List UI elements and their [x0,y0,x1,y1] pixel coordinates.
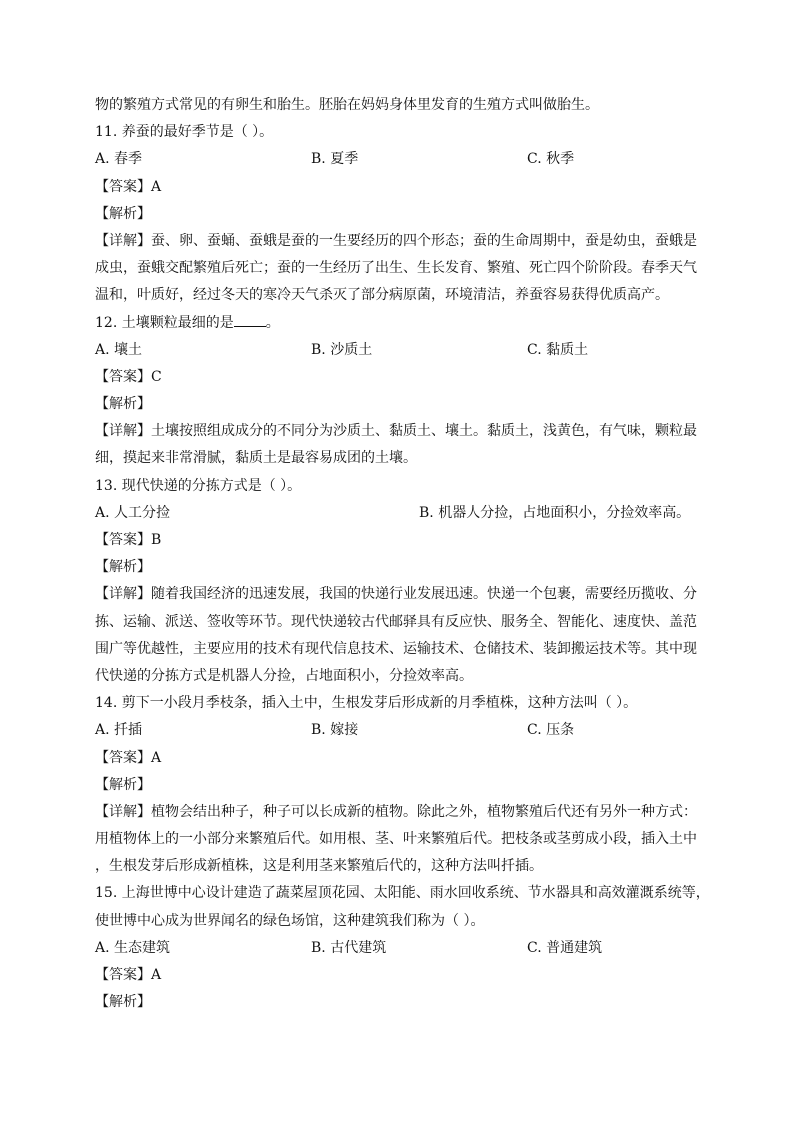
question-11-options [95,146,705,173]
question-13-detail-line: 代快递的分拣方式是机器人分捡，占地面积小，分捡效率高。 [95,667,473,684]
option-a: A. 壤土 [95,341,143,358]
question-11-detail-line: 温和，叶质好，经过冬天的寒冷天气杀灭了部分病原菌，环境清洁，养蚕容易获得优质高产。 [95,287,669,304]
option-c: C. 秋季 [527,151,575,168]
question-15-stem: 15. 上海世博中心设计建造了蔬菜屋顶花园、太阳能、雨水回收系统、节水器具和高效灌溉系统等， [95,885,710,902]
question-11-stem: 11. 养蚕的最好季节是（ ）。 [95,124,274,141]
option-a: A. 人工分捡 [95,504,171,521]
question-13-options [95,500,705,527]
option-a: A. 扦插 [95,722,143,739]
option-c: C. 普通建筑 [527,939,603,956]
question-14-analysis-label: 【解析】 [95,776,151,793]
detail-label: 【详解】 [95,232,151,249]
question-14-detail-line: ，生根发芽后形成新植株，这是利用茎来繁殖后代的，这种方法叫扦插。 [95,858,543,875]
answer-value: B [151,532,162,548]
question-15-answer [95,962,705,989]
question-15-options [95,935,705,962]
question-14-options [95,717,705,744]
option-a: A. 春季 [95,151,143,168]
detail-label: 【详解】 [95,803,151,820]
detail-text: 随着我国经济的迅速发展，我国的快递行业发展迅速。快递一个包裹，需要经历揽收、分 [151,586,697,603]
question-13-stem: 13. 现代快递的分拣方式是（ ）。 [95,477,302,494]
option-b: B. 古代建筑 [311,939,387,956]
option-b: B. 沙质土 [311,341,373,358]
detail-text: 蚕、卵、蚕蛹、蚕蛾是蚕的一生要经历的四个形态；蚕的生命周期中，蚕是幼虫，蚕蛾是 [151,232,697,249]
detail-label: 【详解】 [95,586,151,603]
detail-text: 植物会结出种子，种子可以长成新的植物。除此之外，植物繁殖后代还有另外一种方式： [151,803,697,820]
question-11-answer [95,174,705,201]
question-14-stem: 14. 剪下一小段月季枝条，插入土中，生根发芽后形成新的月季植株，这种方法叫（ ）。 [95,695,638,712]
question-14-detail-line [95,799,705,826]
answer-value: A [151,749,162,766]
question-12-stem [95,310,705,337]
document-page [95,92,710,1016]
question-11-analysis-label: 【解析】 [95,205,151,222]
answer-label: 【答案】 [95,368,151,385]
question-13-detail-line: 围广等优越性，主要应用的技术有现代信息技术、运输技术、仓储技术、装卸搬运技术等。其中现 [95,640,697,657]
question-12-analysis-label: 【解析】 [95,396,151,413]
stem-text: 12. 土壤颗粒最细的是 [95,314,234,331]
answer-value: A [151,178,162,195]
fill-in-blank [234,312,266,327]
question-12-answer [95,364,705,391]
option-c: C. 黏质土 [527,341,589,358]
question-13-answer [95,527,705,554]
answer-label: 【答案】 [95,967,151,983]
question-13-analysis-label: 【解析】 [95,559,151,576]
option-b: B. 夏季 [311,151,359,168]
question-15-analysis-label: 【解析】 [95,994,151,1011]
answer-label: 【答案】 [95,178,151,195]
question-12-options [95,337,705,364]
option-b: B. 嫁接 [311,722,359,739]
option-a: A. 生态建筑 [95,939,171,956]
question-12-detail-line [95,418,705,445]
answer-value: C [151,368,162,385]
detail-text: 土壤按照组成成分的不同分为沙质土、黏质土、壤土。黏质土，浅黄色，有气味，颗粒最 [151,423,697,440]
intro-line: 物的繁殖方式常见的有卵生和胎生。胚胎在妈妈身体里发育的生殖方式叫做胎生。 [95,97,599,113]
option-b: B. 机器人分捡，占地面积小，分捡效率高。 [419,504,691,521]
question-13-detail-line [95,581,705,608]
answer-label: 【答案】 [95,532,151,548]
question-15-stem: 使世博中心成为世界闻名的绿色场馆，这种建筑我们称为（ ）。 [95,912,485,929]
question-11-detail-line [95,228,705,255]
option-c: C. 压条 [527,722,575,739]
stem-text-end: 。 [265,314,280,331]
question-11-detail-line: 成虫，蚕蛾交配繁殖后死亡；蚕的一生经历了出生、生长发育、繁殖、死亡四个阶阶段。春季天气 [95,260,697,277]
question-14-answer [95,745,705,772]
question-14-detail-line: 用植物体上的一小部分来繁殖后代。如用根、茎、叶来繁殖后代。把枝条或茎剪成小段，插入土中 [95,831,697,848]
question-12-detail-line: 细，摸起来非常滑腻，黏质土是最容易成团的土壤。 [95,450,417,467]
answer-label: 【答案】 [95,749,151,766]
question-13-detail-line: 拣、运输、派送、签收等环节。现代快递较古代邮驿具有反应快、服务全、智能化、速度快、盖范 [95,613,697,630]
detail-label: 【详解】 [95,423,151,440]
answer-value: A [151,967,162,983]
